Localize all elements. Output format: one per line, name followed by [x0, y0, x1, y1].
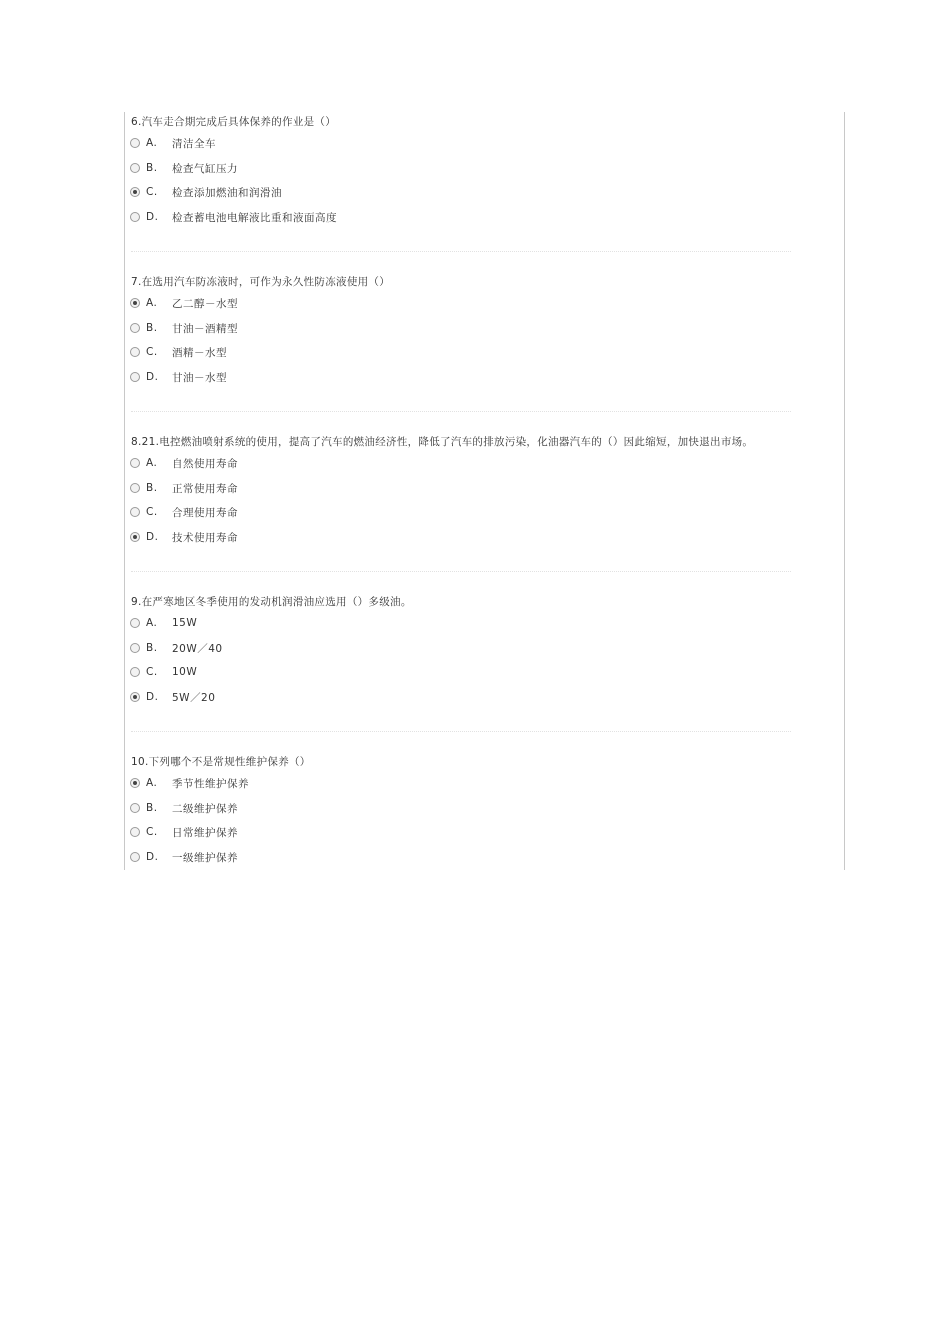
- option-text: 甘油－水型: [172, 371, 227, 384]
- option-text: 清洁全车: [172, 137, 216, 150]
- divider: [131, 411, 791, 412]
- question-text: 9.在严寒地区冬季使用的发动机润滑油应选用（）多级油。: [131, 596, 412, 608]
- radio-button[interactable]: [130, 347, 140, 357]
- question-6: [125, 112, 844, 272]
- option-c[interactable]: [130, 824, 238, 840]
- option-b[interactable]: [130, 320, 238, 336]
- question-text: 7.在选用汽车防冻液时，可作为永久性防冻液使用（）: [131, 276, 391, 288]
- option-letter: D.: [146, 851, 159, 863]
- question-text: 6.汽车走合期完成后具体保养的作业是（）: [131, 116, 337, 128]
- option-letter: D.: [146, 211, 159, 223]
- radio-button-selected[interactable]: [130, 778, 140, 788]
- option-c[interactable]: [130, 344, 227, 360]
- question-text: 8.21.电控燃油喷射系统的使用，提高了汽车的燃油经济性，降低了汽车的排放污染，化油器汽车的（）因此缩短，加快退出市场。: [131, 436, 754, 448]
- option-letter: B.: [146, 162, 158, 174]
- option-text: 15W: [172, 617, 198, 629]
- radio-button[interactable]: [130, 372, 140, 382]
- option-letter: B.: [146, 322, 158, 334]
- option-letter: D.: [146, 691, 159, 703]
- radio-button-selected[interactable]: [130, 692, 140, 702]
- option-letter: D.: [146, 371, 159, 383]
- radio-button[interactable]: [130, 458, 140, 468]
- option-text: 乙二醇－水型: [172, 297, 238, 310]
- option-a[interactable]: [130, 455, 238, 471]
- option-letter: A.: [146, 137, 158, 149]
- option-text: 合理使用寿命: [172, 506, 238, 519]
- radio-button[interactable]: [130, 643, 140, 653]
- option-letter: A.: [146, 457, 158, 469]
- question-10: [125, 752, 844, 912]
- divider: [131, 251, 791, 252]
- question-text: 10.下列哪个不是常规性维护保养（）: [131, 756, 311, 768]
- option-d[interactable]: [130, 849, 238, 865]
- question-8: [125, 432, 844, 592]
- option-c[interactable]: [130, 184, 282, 200]
- option-letter: D.: [146, 531, 159, 543]
- option-letter: A.: [146, 777, 158, 789]
- option-letter: C.: [146, 346, 158, 358]
- option-text: 酒精－水型: [172, 346, 227, 359]
- option-letter: B.: [146, 642, 158, 654]
- option-text: 10W: [172, 666, 198, 678]
- question-9: [125, 592, 844, 752]
- radio-button[interactable]: [130, 138, 140, 148]
- option-letter: C.: [146, 506, 158, 518]
- question-7: [125, 272, 844, 432]
- option-letter: B.: [146, 482, 158, 494]
- option-text: 检查添加燃油和润滑油: [172, 186, 282, 199]
- option-d[interactable]: [130, 689, 215, 705]
- radio-button[interactable]: [130, 323, 140, 333]
- option-a[interactable]: [130, 295, 238, 311]
- radio-button[interactable]: [130, 667, 140, 677]
- option-text: 二级维护保养: [172, 802, 238, 815]
- option-letter: C.: [146, 186, 158, 198]
- option-d[interactable]: [130, 209, 337, 225]
- radio-button[interactable]: [130, 827, 140, 837]
- option-c[interactable]: [130, 664, 197, 680]
- option-a[interactable]: [130, 775, 249, 791]
- radio-button[interactable]: [130, 507, 140, 517]
- option-text: 季节性维护保养: [172, 777, 249, 790]
- option-letter: A.: [146, 617, 158, 629]
- divider: [131, 571, 791, 572]
- option-text: 甘油－酒精型: [172, 322, 238, 335]
- radio-button[interactable]: [130, 803, 140, 813]
- option-text: 5W／20: [172, 691, 216, 704]
- radio-button-selected[interactable]: [130, 532, 140, 542]
- option-a[interactable]: [130, 135, 216, 151]
- option-b[interactable]: [130, 160, 238, 176]
- radio-button-selected[interactable]: [130, 187, 140, 197]
- option-text: 20W／40: [172, 642, 223, 655]
- option-b[interactable]: [130, 640, 223, 656]
- option-text: 日常维护保养: [172, 826, 238, 839]
- radio-button[interactable]: [130, 163, 140, 173]
- option-letter: B.: [146, 802, 158, 814]
- radio-button-selected[interactable]: [130, 298, 140, 308]
- option-text: 自然使用寿命: [172, 457, 238, 470]
- option-b[interactable]: [130, 800, 238, 816]
- radio-button[interactable]: [130, 852, 140, 862]
- option-a[interactable]: [130, 615, 197, 631]
- option-text: 检查蓄电池电解液比重和液面高度: [172, 211, 337, 224]
- option-letter: C.: [146, 826, 158, 838]
- divider: [131, 731, 791, 732]
- option-c[interactable]: [130, 504, 238, 520]
- option-d[interactable]: [130, 369, 227, 385]
- option-text: 正常使用寿命: [172, 482, 238, 495]
- quiz-panel: [124, 112, 845, 870]
- option-letter: C.: [146, 666, 158, 678]
- radio-button[interactable]: [130, 618, 140, 628]
- radio-button[interactable]: [130, 212, 140, 222]
- radio-button[interactable]: [130, 483, 140, 493]
- option-b[interactable]: [130, 480, 238, 496]
- option-text: 一级维护保养: [172, 851, 238, 864]
- option-d[interactable]: [130, 529, 238, 545]
- option-letter: A.: [146, 297, 158, 309]
- option-text: 技术使用寿命: [172, 531, 238, 544]
- option-text: 检查气缸压力: [172, 162, 238, 175]
